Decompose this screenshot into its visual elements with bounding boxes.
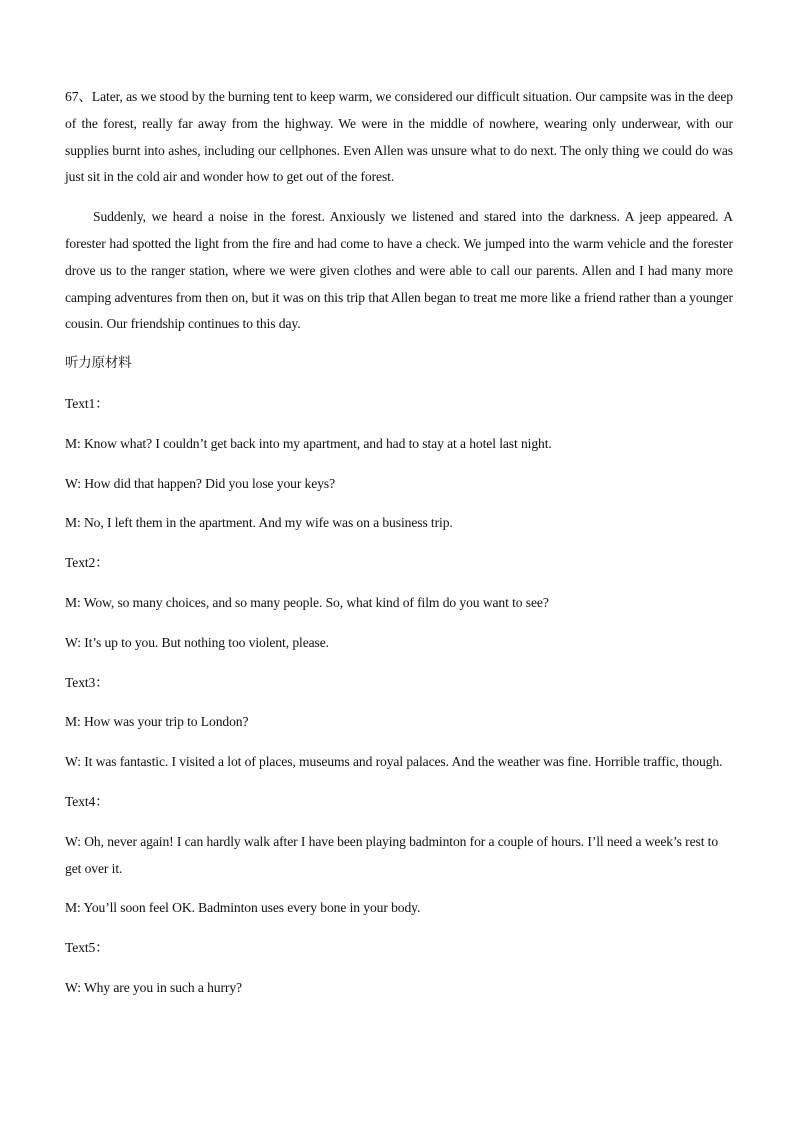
text2-label: Text2： <box>65 555 109 571</box>
passage-paragraph-1: 67、Later, as we stood by the burning tent to keep warm, we considered our difficult situation. Our campsite was in the deep of the forest, really far away from the highway. We were in the middle of nowhere, wearing only underwear, with our supplies burnt into ashes, including our cellphones. Even Allen was unsure what to do next. The only thing we could do was just sit in the cold air and wonder how to get out of the forest. <box>65 89 733 185</box>
document-content <box>65 84 733 1015</box>
text3-line-1: M: How was your trip to London? <box>65 714 249 730</box>
text1-line-3: M: No, I left them in the apartment. And my wife was on a business trip. <box>65 515 453 531</box>
text3-line-2: W: It was fantastic. I visited a lot of places, museums and royal palaces. And the weather was fine. Horrible traffic, though. <box>65 754 723 770</box>
text4-line-2: M: You’ll soon feel OK. Badminton uses every bone in your body. <box>65 900 421 916</box>
text5-label: Text5： <box>65 940 109 956</box>
text4-label: Text4： <box>65 793 109 809</box>
text2-line-2: W: It’s up to you. But nothing too violent, please. <box>65 634 329 650</box>
text4-line-1: W: Oh, never again! I can hardly walk after I have been playing badminton for a couple of hours. I’ll need a week’s rest to get over it. <box>65 833 719 876</box>
text1-label: Text1： <box>65 395 109 411</box>
passage-paragraph-2: Suddenly, we heard a noise in the forest. Anxiously we listened and stared into the darkness. A jeep appeared. A forester had spotted the light from the fire and had come to have a check. We jumped into the warm vehicle and the forester drove us to the ranger station, where we were given clothes and were able to call our parents. Allen and I had many more camping adventures from then on, but it was on this trip that Allen began to treat me more like a friend rather than a younger cousin. Our friendship continues to this day. <box>65 209 733 332</box>
text3-label: Text3： <box>65 674 109 690</box>
listening-heading: 听力原材料 <box>65 356 132 372</box>
text2-line-1: M: Wow, so many choices, and so many people. So, what kind of film do you want to see? <box>65 594 549 610</box>
text1-line-2: W: How did that happen? Did you lose your keys? <box>65 475 336 491</box>
text5-line-1: W: Why are you in such a hurry? <box>65 979 242 995</box>
text1-line-1: M: Know what? I couldn’t get back into my apartment, and had to stay at a hotel last night. <box>65 435 552 451</box>
